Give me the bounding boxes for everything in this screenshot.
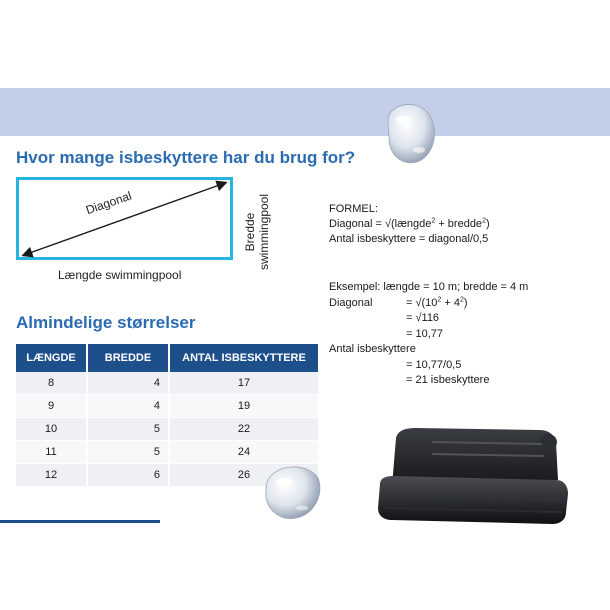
- cell-count: 24: [169, 441, 318, 464]
- sizes-heading: Almindelige størrelser: [16, 313, 196, 332]
- formula-heading: FORMEL:: [329, 203, 378, 215]
- example-step4: = 10,77/0,5: [406, 358, 462, 371]
- example-step3: = 10,77: [406, 327, 444, 340]
- cell-count: 19: [169, 395, 318, 418]
- table-header-row: [16, 344, 318, 372]
- cell-count: 17: [169, 372, 318, 395]
- cell-length: 8: [16, 372, 87, 395]
- column-header-width: BREDDE: [87, 344, 169, 372]
- formula-block: [329, 202, 490, 247]
- formula-diagonal-mid: + bredde: [435, 218, 483, 230]
- width-label-line1: Bredde: [243, 212, 257, 252]
- example-step2: = √116: [406, 312, 440, 324]
- cell-length: 9: [16, 395, 87, 418]
- table-row: [16, 395, 318, 418]
- header-band: [0, 88, 610, 136]
- cell-width: 4: [87, 395, 169, 418]
- cell-count: 22: [169, 418, 318, 441]
- example-diagonal-label: Diagonal: [329, 296, 373, 309]
- formula-diagonal-prefix: Diagonal = √(længde: [329, 218, 432, 230]
- example-intro: Eksempel: længde = 10 m; bredde = 4 m: [329, 281, 529, 293]
- cell-length: 10: [16, 418, 87, 441]
- width-label-line2: swimmingpool: [257, 193, 271, 270]
- cell-length: 11: [16, 441, 87, 464]
- cell-width: 4: [87, 372, 169, 395]
- column-header-length: LÆNGDE: [16, 344, 87, 372]
- cell-length: 12: [16, 464, 87, 487]
- table-row: [16, 441, 318, 464]
- diagonal-label: Diagonal: [84, 188, 134, 218]
- ice-protector-product-image: [372, 420, 570, 526]
- footer-line: [0, 520, 160, 523]
- table-row: [16, 418, 318, 441]
- water-drop-icon: [383, 100, 439, 166]
- formula-diagonal-suffix: ): [485, 218, 490, 230]
- example-step1: = $√(10^2 + 4^2)$: [406, 295, 468, 309]
- example-step1-suffix: ): [463, 296, 468, 309]
- example-count-label: Antal isbeskyttere: [329, 343, 416, 355]
- column-header-count: ANTAL ISBESKYTTERE: [169, 344, 318, 372]
- example-step1-mid: + 4: [441, 296, 460, 309]
- formula-diagonal: Diagonal = √(længde$^2$ + bredde$^2$): [329, 217, 490, 230]
- cell-width: 6: [87, 464, 169, 487]
- formula-count: Antal isbeskyttere = diagonal/0,5: [329, 233, 489, 245]
- water-drop-icon: [262, 462, 324, 522]
- length-label: Længde swimmingpool: [58, 268, 182, 282]
- cell-width: 5: [87, 441, 169, 464]
- cell-width: 5: [87, 418, 169, 441]
- example-step1-prefix: = √(10: [406, 296, 438, 309]
- width-label: [243, 194, 271, 270]
- example-step5: = 21 isbeskyttere: [406, 374, 490, 386]
- page-title: Hvor mange isbeskyttere har du brug for?: [16, 148, 356, 167]
- cell-count: 26: [169, 464, 318, 487]
- table-row: [16, 372, 318, 395]
